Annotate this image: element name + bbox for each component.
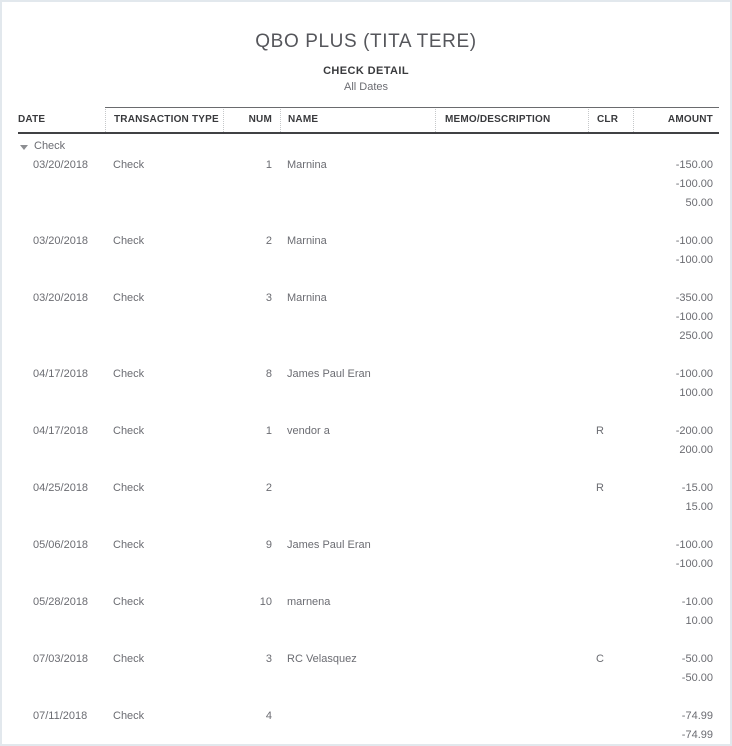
cell-num — [223, 327, 280, 346]
cell-transaction-type: Check — [113, 292, 145, 304]
cell-amount: 50.00 — [685, 197, 713, 209]
cell-transaction-type — [105, 251, 223, 270]
cell-name — [280, 327, 435, 346]
cell-amount: -200.00 — [675, 425, 713, 437]
cell-transaction-type: Check — [113, 482, 145, 494]
table-row[interactable] — [18, 327, 719, 346]
cell-name — [280, 726, 435, 745]
cell-transaction-type — [105, 308, 223, 327]
transaction-block — [18, 232, 719, 270]
column-header-amount: AMOUNT — [633, 107, 719, 132]
cell-amount: -50.00 — [681, 653, 713, 665]
cell-amount: 10.00 — [685, 615, 713, 627]
cell-date: 07/11/2018 — [33, 710, 88, 722]
cell-transaction-type — [105, 194, 223, 213]
cell-memo — [435, 422, 588, 441]
cell-name: Marnina — [287, 292, 327, 304]
cell-memo — [435, 308, 588, 327]
cell-clr — [588, 593, 633, 612]
cell-num — [223, 308, 280, 327]
cell-date — [18, 194, 105, 213]
cell-amount: -100.00 — [675, 235, 713, 247]
cell-memo — [435, 232, 588, 251]
table-row[interactable] — [18, 479, 719, 498]
cell-transaction-type — [105, 555, 223, 574]
table-row[interactable] — [18, 365, 719, 384]
cell-name — [280, 707, 435, 726]
cell-date — [18, 669, 105, 688]
cell-date — [18, 384, 105, 403]
cell-clr — [588, 726, 633, 745]
cell-memo — [435, 175, 588, 194]
report-header — [2, 2, 730, 94]
cell-date — [18, 308, 105, 327]
cell-clr — [588, 536, 633, 555]
cell-transaction-type — [105, 726, 223, 745]
cell-memo — [435, 156, 588, 175]
column-header-name: NAME — [280, 107, 435, 132]
cell-num: 1 — [265, 425, 272, 437]
cell-memo — [435, 555, 588, 574]
cell-amount: -150.00 — [675, 159, 713, 171]
cell-name — [280, 194, 435, 213]
cell-name: RC Velasquez — [287, 653, 357, 665]
cell-amount: 200.00 — [679, 444, 713, 456]
table-row[interactable] — [18, 707, 719, 726]
cell-memo — [435, 498, 588, 517]
triangle-down-icon[interactable] — [20, 145, 28, 150]
column-header-date: DATE — [18, 114, 46, 125]
cell-memo — [435, 365, 588, 384]
cell-num — [223, 498, 280, 517]
cell-name — [280, 441, 435, 460]
cell-transaction-type — [105, 175, 223, 194]
cell-transaction-type: Check — [113, 596, 145, 608]
cell-clr — [588, 156, 633, 175]
cell-name — [280, 612, 435, 631]
cell-amount: -50.00 — [681, 672, 713, 684]
transaction-block — [18, 593, 719, 631]
cell-transaction-type — [105, 498, 223, 517]
cell-memo — [435, 327, 588, 346]
table-row[interactable] — [18, 308, 719, 327]
cell-transaction-type: Check — [113, 653, 145, 665]
cell-date: 05/28/2018 — [33, 596, 89, 608]
cell-clr: R — [596, 425, 604, 437]
cell-clr — [588, 175, 633, 194]
cell-name — [280, 555, 435, 574]
cell-clr: R — [596, 482, 604, 494]
cell-num: 10 — [259, 596, 272, 608]
cell-transaction-type: Check — [113, 235, 145, 247]
table-row[interactable] — [18, 593, 719, 612]
cell-date: 04/25/2018 — [33, 482, 89, 494]
cell-num — [223, 555, 280, 574]
cell-clr — [588, 232, 633, 251]
cell-num — [223, 441, 280, 460]
table-row[interactable] — [18, 251, 719, 270]
cell-memo — [435, 536, 588, 555]
column-header-transaction-type: TRANSACTION TYPE — [105, 107, 223, 132]
cell-num: 3 — [265, 653, 272, 665]
cell-memo — [435, 384, 588, 403]
cell-transaction-type — [105, 669, 223, 688]
cell-transaction-type: Check — [113, 539, 145, 551]
cell-transaction-type: Check — [113, 368, 145, 380]
cell-date: 03/20/2018 — [33, 159, 89, 171]
column-header-memo-description: MEMO/DESCRIPTION — [435, 107, 588, 132]
cell-date: 04/17/2018 — [33, 425, 89, 437]
cell-date — [18, 327, 105, 346]
cell-num: 1 — [265, 159, 272, 171]
transaction-block — [18, 707, 719, 745]
column-header-num: NUM — [223, 107, 280, 132]
cell-memo — [435, 669, 588, 688]
table-row[interactable] — [18, 498, 719, 517]
cell-memo — [435, 289, 588, 308]
cell-name — [280, 498, 435, 517]
cell-name: James Paul Eran — [287, 539, 371, 551]
table-body — [18, 134, 719, 745]
cell-clr: C — [596, 653, 604, 665]
cell-date — [18, 251, 105, 270]
cell-transaction-type — [105, 384, 223, 403]
cell-memo — [435, 707, 588, 726]
cell-amount: -15.00 — [681, 482, 713, 494]
cell-date — [18, 441, 105, 460]
cell-memo — [435, 612, 588, 631]
cell-date — [18, 726, 105, 745]
cell-clr — [588, 498, 633, 517]
table-header-row — [18, 107, 719, 134]
cell-transaction-type: Check — [113, 425, 145, 437]
cell-clr — [588, 707, 633, 726]
column-header-clr: CLR — [588, 107, 633, 132]
cell-name: marnena — [287, 596, 331, 608]
cell-num — [223, 175, 280, 194]
cell-num: 8 — [265, 368, 272, 380]
cell-num — [223, 251, 280, 270]
table-row[interactable] — [18, 669, 719, 688]
table-row[interactable] — [18, 175, 719, 194]
cell-clr — [588, 251, 633, 270]
table-row[interactable] — [18, 422, 719, 441]
cell-memo — [435, 726, 588, 745]
cell-name — [280, 251, 435, 270]
group-row-check[interactable] — [18, 137, 719, 156]
cell-clr — [588, 289, 633, 308]
cell-clr — [588, 308, 633, 327]
cell-memo — [435, 441, 588, 460]
cell-date — [18, 555, 105, 574]
cell-name — [280, 175, 435, 194]
cell-amount: -100.00 — [675, 311, 713, 323]
cell-date: 03/20/2018 — [33, 292, 89, 304]
cell-amount: 250.00 — [679, 330, 713, 342]
transaction-block — [18, 422, 719, 460]
cell-clr — [588, 669, 633, 688]
cell-name: Marnina — [287, 159, 327, 171]
cell-num: 9 — [265, 539, 272, 551]
transaction-block — [18, 479, 719, 517]
table-row[interactable] — [18, 156, 719, 175]
table-row[interactable] — [18, 726, 719, 745]
table-row[interactable] — [18, 194, 719, 213]
cell-clr — [588, 365, 633, 384]
transaction-block — [18, 536, 719, 574]
table-row[interactable] — [18, 612, 719, 631]
cell-clr — [588, 194, 633, 213]
cell-num: 2 — [265, 235, 272, 247]
cell-transaction-type — [105, 441, 223, 460]
group-label: Check — [34, 140, 66, 152]
cell-name — [280, 384, 435, 403]
transaction-block — [18, 650, 719, 688]
cell-num: 4 — [265, 710, 272, 722]
cell-amount: -74.99 — [681, 710, 713, 722]
cell-memo — [435, 479, 588, 498]
cell-amount: 15.00 — [685, 501, 713, 513]
cell-memo — [435, 251, 588, 270]
cell-amount: -100.00 — [675, 254, 713, 266]
cell-amount: -350.00 — [675, 292, 713, 304]
cell-date — [18, 498, 105, 517]
cell-name — [280, 479, 435, 498]
cell-date: 04/17/2018 — [33, 368, 89, 380]
table-row[interactable] — [18, 650, 719, 669]
table-row[interactable] — [18, 289, 719, 308]
table-row[interactable] — [18, 384, 719, 403]
table-row[interactable] — [18, 232, 719, 251]
cell-date — [18, 612, 105, 631]
cell-clr — [588, 327, 633, 346]
cell-clr — [588, 384, 633, 403]
cell-amount: -100.00 — [675, 178, 713, 190]
cell-num — [223, 612, 280, 631]
table-row[interactable] — [18, 555, 719, 574]
cell-amount: 100.00 — [679, 387, 713, 399]
cell-transaction-type — [105, 612, 223, 631]
cell-transaction-type — [105, 327, 223, 346]
transaction-block — [18, 365, 719, 403]
cell-name: vendor a — [287, 425, 330, 437]
report-title: CHECK DETAIL — [323, 65, 409, 77]
transaction-block — [18, 156, 719, 213]
cell-amount: -100.00 — [675, 539, 713, 551]
report-subtitle: All Dates — [343, 81, 389, 93]
cell-num — [223, 669, 280, 688]
cell-num — [223, 194, 280, 213]
cell-date: 07/03/2018 — [33, 653, 89, 665]
cell-memo — [435, 593, 588, 612]
transaction-block — [18, 289, 719, 346]
cell-clr — [588, 555, 633, 574]
cell-clr — [588, 441, 633, 460]
check-detail-table — [18, 107, 719, 745]
cell-num — [223, 384, 280, 403]
cell-num: 2 — [265, 482, 272, 494]
table-row[interactable] — [18, 536, 719, 555]
cell-clr — [588, 612, 633, 631]
cell-date — [18, 175, 105, 194]
cell-amount: -100.00 — [675, 368, 713, 380]
cell-name — [280, 669, 435, 688]
cell-memo — [435, 194, 588, 213]
cell-transaction-type: Check — [113, 710, 145, 722]
cell-memo — [435, 650, 588, 669]
cell-transaction-type: Check — [113, 159, 145, 171]
company-title: QBO PLUS (TITA TERE) — [255, 31, 477, 52]
cell-amount: -10.00 — [681, 596, 713, 608]
cell-name — [280, 308, 435, 327]
cell-amount: -100.00 — [675, 558, 713, 570]
cell-num — [223, 726, 280, 745]
cell-name: James Paul Eran — [287, 368, 371, 380]
cell-name: Marnina — [287, 235, 327, 247]
cell-amount: -74.99 — [681, 729, 713, 741]
cell-num: 3 — [265, 292, 272, 304]
table-row[interactable] — [18, 441, 719, 460]
cell-date: 05/06/2018 — [33, 539, 89, 551]
cell-date: 03/20/2018 — [33, 235, 89, 247]
